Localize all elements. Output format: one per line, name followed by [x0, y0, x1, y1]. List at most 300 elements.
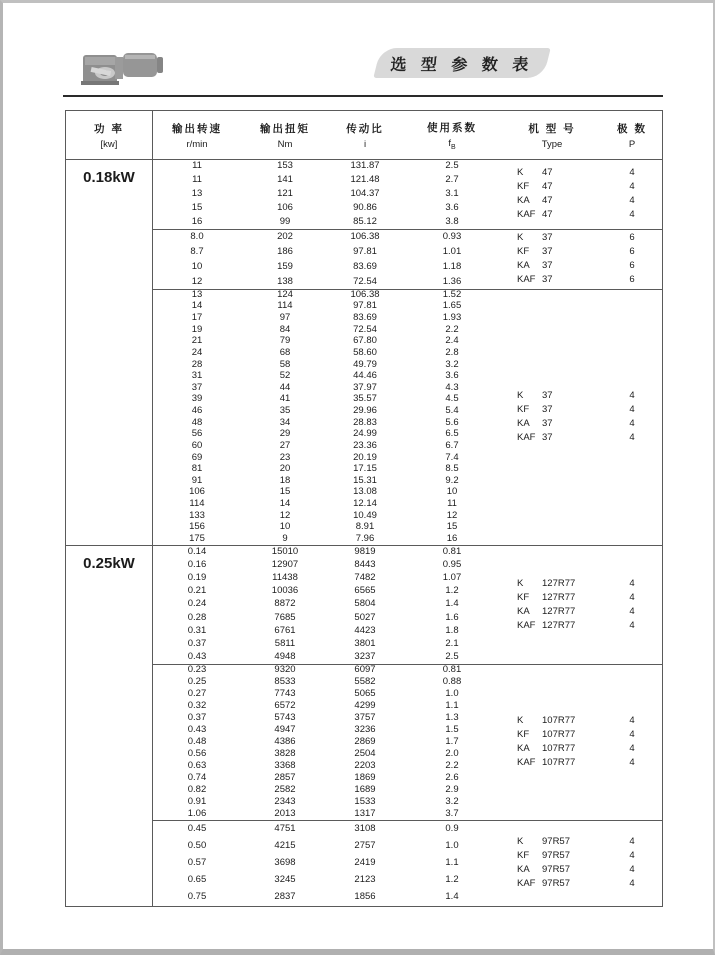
cell-fb: 1.65 — [442, 300, 462, 312]
column-poles — [602, 664, 662, 820]
cell-fb: 2.8 — [445, 346, 459, 358]
cell-speed: 13 — [191, 288, 203, 300]
cell-speed: 133 — [189, 509, 205, 521]
cell-torque: 14 — [279, 498, 291, 510]
page-title-badge — [373, 48, 550, 78]
cell-fb: 6.7 — [445, 439, 459, 451]
cell-ratio: 5065 — [354, 688, 376, 699]
cell-poles: 6 — [629, 260, 635, 271]
model-prefix: KA — [517, 418, 530, 429]
col-header-torque — [242, 111, 328, 159]
cell-fb: 5.4 — [445, 405, 459, 417]
model-type — [517, 166, 602, 180]
cell-torque: 4751 — [274, 822, 296, 834]
cell-poles: 4 — [629, 418, 635, 429]
cell-torque: 3828 — [274, 748, 296, 759]
model-prefix: KF — [517, 850, 530, 861]
cell-torque: 7685 — [274, 611, 296, 623]
col-header-ratio-zh: 传动比 — [346, 122, 384, 135]
column-ratio — [328, 820, 402, 906]
cell-speed: 0.31 — [187, 624, 207, 636]
cell-speed: 0.24 — [187, 598, 207, 610]
cell-ratio: 3108 — [354, 822, 376, 834]
cell-torque: 3245 — [274, 874, 296, 886]
cell-torque: 202 — [277, 230, 293, 242]
cell-torque: 6761 — [274, 624, 296, 636]
cell-ratio: 3757 — [354, 712, 376, 723]
table-row-block — [152, 820, 662, 906]
column-torque — [242, 159, 328, 229]
model-size: 107R77 — [542, 715, 576, 726]
cell-ratio: 2419 — [354, 856, 376, 868]
model-size: 37 — [542, 260, 553, 271]
model-prefix: KA — [517, 260, 530, 271]
cell-speed: 15 — [191, 202, 203, 213]
column-poles — [602, 229, 662, 289]
cell-speed: 81 — [191, 463, 203, 475]
model-prefix: KA — [517, 743, 530, 754]
cell-speed: 0.16 — [187, 558, 207, 570]
cell-ratio: 58.60 — [353, 346, 377, 358]
cell-speed: 0.21 — [187, 585, 207, 597]
col-header-poles-unit: P — [628, 138, 636, 150]
model-prefix: KA — [517, 605, 530, 617]
cell-torque: 4215 — [274, 839, 296, 851]
model-size: 37 — [542, 274, 553, 285]
cell-ratio: 2504 — [354, 748, 376, 759]
model-type — [517, 728, 602, 742]
page-title: 选 型 参 数 表 — [389, 56, 534, 74]
column-torque — [242, 664, 328, 820]
column-model — [502, 664, 602, 820]
cell-fb: 2.4 — [445, 335, 459, 347]
cell-fb: 0.81 — [442, 545, 462, 557]
cell-fb: 1.1 — [445, 856, 459, 868]
model-prefix: K — [517, 232, 524, 243]
model-type — [517, 605, 602, 619]
column-model — [502, 159, 602, 229]
cell-ratio: 72.54 — [353, 275, 377, 287]
column-fb — [402, 664, 502, 820]
cell-torque: 159 — [277, 260, 293, 272]
model-prefix: KAF — [517, 209, 536, 220]
cell-torque: 3368 — [274, 760, 296, 771]
cell-speed: 39 — [191, 393, 203, 405]
cell-torque: 34 — [279, 416, 291, 428]
column-fb — [402, 159, 502, 229]
col-header-torque-zh: 输出扭矩 — [260, 122, 310, 135]
cell-torque: 2857 — [274, 772, 296, 783]
cell-speed: 31 — [191, 370, 203, 382]
cell-speed: 0.74 — [187, 772, 207, 783]
model-prefix: KA — [517, 864, 530, 875]
cell-torque: 79 — [279, 335, 291, 347]
cell-ratio: 28.83 — [353, 416, 377, 428]
col-header-model-zh: 机 型 号 — [528, 122, 576, 135]
cell-ratio: 97.81 — [353, 245, 377, 257]
cell-torque: 2343 — [274, 796, 296, 807]
cell-fb: 2.0 — [445, 748, 459, 759]
cell-poles: 4 — [629, 878, 635, 889]
cell-torque: 121 — [277, 188, 293, 199]
cell-speed: 0.63 — [187, 760, 207, 771]
cell-speed: 0.45 — [187, 822, 207, 834]
table-row-block — [152, 664, 662, 820]
col-header-ratio — [328, 111, 402, 159]
cell-speed: 0.32 — [187, 700, 207, 711]
cell-speed: 0.37 — [187, 638, 207, 650]
cell-speed: 0.82 — [187, 784, 207, 795]
cell-speed: 0.91 — [187, 796, 207, 807]
cell-fb: 1.7 — [445, 736, 459, 747]
cell-fb: 10 — [446, 486, 458, 498]
cell-ratio: 35.57 — [353, 393, 377, 405]
cell-fb: 6.5 — [445, 428, 459, 440]
cell-poles: 4 — [629, 432, 635, 443]
column-poles — [602, 159, 662, 229]
cell-fb: 1.2 — [445, 874, 459, 886]
table-row-block — [152, 289, 662, 545]
table-row-block — [152, 545, 662, 664]
cell-torque: 23 — [279, 451, 291, 463]
cell-fb: 1.36 — [442, 275, 462, 287]
cell-torque: 10036 — [271, 585, 299, 597]
cell-fb: 2.1 — [445, 638, 459, 650]
cell-poles: 4 — [629, 850, 635, 861]
cell-fb: 1.5 — [445, 724, 459, 735]
cell-fb: 5.6 — [445, 416, 459, 428]
cell-ratio: 106.38 — [350, 230, 380, 242]
cell-ratio: 20.19 — [353, 451, 377, 463]
column-speed — [152, 159, 242, 229]
cell-torque: 11438 — [272, 572, 298, 584]
col-header-model-unit: Type — [541, 138, 563, 150]
cell-speed: 0.25 — [187, 676, 207, 687]
cell-fb: 2.6 — [445, 772, 459, 783]
model-prefix: KF — [517, 181, 530, 192]
cell-torque: 6572 — [274, 700, 296, 711]
cell-ratio: 2869 — [354, 736, 376, 747]
column-torque — [242, 229, 328, 289]
cell-ratio: 13.08 — [353, 486, 377, 498]
col-header-ratio-unit: i — [363, 138, 367, 150]
cell-ratio: 17.15 — [353, 463, 377, 475]
model-type — [517, 389, 602, 403]
model-size: 47 — [542, 181, 553, 192]
model-prefix: K — [517, 715, 524, 726]
cell-fb: 3.8 — [445, 216, 459, 227]
column-fb — [402, 289, 502, 545]
cell-ratio: 49.79 — [353, 358, 377, 370]
model-prefix: KF — [517, 246, 530, 257]
cell-torque: 9 — [282, 532, 288, 544]
cell-ratio: 121.48 — [350, 174, 380, 185]
model-prefix: KAF — [517, 878, 536, 889]
cell-fb: 1.4 — [445, 598, 459, 610]
col-header-service-factor-unit: $f_B$ — [448, 137, 456, 151]
cell-torque: 4947 — [274, 724, 296, 735]
col-header-speed-zh: 输出转速 — [172, 122, 222, 135]
cell-speed: 0.23 — [187, 664, 207, 675]
cell-speed: 0.56 — [187, 748, 207, 759]
cell-ratio: 7482 — [354, 572, 376, 584]
model-size: 107R77 — [542, 743, 576, 754]
cell-speed: 0.65 — [187, 874, 207, 886]
cell-torque: 114 — [277, 300, 293, 312]
col-header-power-zh: 功 率 — [94, 122, 124, 135]
cell-torque: 41 — [279, 393, 291, 405]
model-type — [517, 877, 602, 891]
cell-ratio: 106.38 — [350, 288, 380, 300]
cell-torque: 5811 — [274, 638, 296, 650]
cell-torque: 4948 — [274, 651, 296, 663]
cell-speed: 11 — [192, 160, 202, 171]
cell-fb: 2.9 — [445, 784, 459, 795]
cell-ratio: 8443 — [354, 558, 376, 570]
column-ratio — [328, 664, 402, 820]
cell-torque: 8533 — [274, 676, 296, 687]
cell-speed: 56 — [191, 428, 203, 440]
column-fb — [402, 545, 502, 664]
cell-torque: 2837 — [274, 891, 296, 903]
model-type — [517, 231, 602, 245]
column-model — [502, 289, 602, 545]
cell-ratio: 2203 — [354, 760, 376, 771]
cell-speed: 24 — [191, 346, 203, 358]
cell-speed: 37 — [191, 381, 203, 393]
model-type — [517, 742, 602, 756]
cell-ratio: 83.69 — [353, 260, 377, 272]
model-size: 107R77 — [542, 757, 576, 768]
cell-ratio: 2757 — [354, 839, 376, 851]
model-prefix: KAF — [517, 619, 536, 631]
model-type — [517, 849, 602, 863]
model-size: 127R77 — [542, 577, 576, 589]
model-prefix: KF — [517, 591, 530, 603]
col-header-power — [66, 111, 152, 159]
model-size: 97R57 — [542, 864, 570, 875]
cell-torque: 4386 — [274, 736, 296, 747]
column-model — [502, 820, 602, 906]
col-header-service-factor — [402, 111, 502, 159]
cell-speed: 0.43 — [187, 724, 207, 735]
model-type — [517, 208, 602, 222]
cell-torque: 20 — [279, 463, 291, 475]
power-rating-label: 0.25kW — [83, 555, 135, 572]
model-prefix: KF — [517, 404, 530, 415]
column-poles — [602, 820, 662, 906]
table-row-block — [152, 229, 662, 289]
model-type — [517, 577, 602, 591]
cell-fb: 1.52 — [442, 288, 462, 300]
cell-ratio: 83.69 — [353, 312, 377, 324]
cell-fb: 2.2 — [445, 323, 459, 335]
cell-ratio: 5027 — [354, 611, 376, 623]
cell-ratio: 29.96 — [353, 405, 377, 417]
cell-fb: 2.5 — [445, 160, 459, 171]
cell-torque: 2582 — [274, 784, 296, 795]
cell-poles: 4 — [629, 715, 635, 726]
cell-fb: 7.4 — [445, 451, 459, 463]
cell-speed: 10 — [191, 260, 203, 272]
column-poles — [602, 289, 662, 545]
cell-poles: 4 — [629, 577, 635, 589]
cell-speed: 17 — [191, 312, 203, 324]
cell-poles: 4 — [629, 864, 635, 875]
cell-ratio: 3237 — [354, 651, 376, 663]
column-model — [502, 229, 602, 289]
cell-poles: 6 — [629, 232, 635, 243]
cell-speed: 46 — [191, 405, 203, 417]
cell-speed: 0.27 — [187, 688, 207, 699]
column-ratio — [328, 159, 402, 229]
cell-fb: 4.3 — [445, 381, 459, 393]
cell-ratio: 37.97 — [353, 381, 377, 393]
cell-speed: 14 — [191, 300, 203, 312]
col-header-poles — [602, 111, 662, 159]
cell-fb: 1.4 — [445, 891, 459, 903]
model-type — [517, 863, 602, 877]
cell-poles: 4 — [629, 605, 635, 617]
cell-fb: 2.5 — [445, 651, 459, 663]
model-type — [517, 180, 602, 194]
cell-fb: 3.6 — [445, 370, 459, 382]
cell-ratio: 44.46 — [353, 370, 377, 382]
cell-ratio: 8.91 — [355, 521, 375, 533]
cell-fb: 1.93 — [442, 312, 462, 324]
cell-fb: 1.18 — [442, 260, 462, 272]
model-size: 127R77 — [542, 591, 576, 603]
cell-speed: 0.48 — [187, 736, 207, 747]
cell-ratio: 131.87 — [350, 160, 380, 171]
cell-fb: 2.2 — [445, 760, 459, 771]
cell-speed: 11 — [192, 174, 202, 185]
cell-ratio: 3801 — [354, 638, 376, 650]
cell-ratio: 3236 — [354, 724, 376, 735]
column-speed — [152, 664, 242, 820]
cell-fb: 1.3 — [445, 712, 459, 723]
cell-poles: 4 — [629, 195, 635, 206]
cell-fb: 12 — [446, 509, 458, 521]
model-type — [517, 835, 602, 849]
cell-torque: 106 — [277, 202, 293, 213]
cell-ratio: 1533 — [354, 796, 376, 807]
model-type — [517, 756, 602, 770]
cell-poles: 4 — [629, 757, 635, 768]
table-body — [66, 159, 662, 906]
cell-speed: 28 — [191, 358, 203, 370]
model-type — [517, 403, 602, 417]
cell-ratio: 10.49 — [353, 509, 377, 521]
selection-table — [65, 110, 663, 907]
cell-ratio: 7.96 — [355, 532, 375, 544]
cell-ratio: 6565 — [354, 585, 376, 597]
model-prefix: KF — [517, 729, 530, 740]
cell-poles: 4 — [629, 404, 635, 415]
cell-torque: 5743 — [274, 712, 296, 723]
model-type — [517, 194, 602, 208]
cell-fb: 3.7 — [445, 808, 459, 819]
model-type — [517, 619, 602, 633]
cell-torque: 29 — [279, 428, 291, 440]
cell-speed: 91 — [191, 474, 203, 486]
cell-fb: 1.1 — [445, 700, 459, 711]
column-fb — [402, 229, 502, 289]
cell-speed: 0.50 — [187, 839, 207, 851]
cell-fb: 0.9 — [445, 822, 459, 834]
cell-speed: 0.28 — [187, 611, 207, 623]
gearmotor-photo — [69, 43, 177, 93]
cell-speed: 48 — [191, 416, 203, 428]
model-prefix: KAF — [517, 432, 536, 443]
col-header-model — [502, 111, 602, 159]
cell-speed: 0.37 — [187, 712, 207, 723]
cell-poles: 4 — [629, 619, 635, 631]
column-torque — [242, 289, 328, 545]
column-speed — [152, 229, 242, 289]
model-type — [517, 245, 602, 259]
cell-speed: 0.75 — [187, 891, 207, 903]
header-rule — [63, 95, 663, 97]
cell-torque: 10 — [279, 521, 291, 533]
cell-ratio: 97.81 — [353, 300, 377, 312]
model-type — [517, 431, 602, 445]
cell-fb: 15 — [446, 521, 458, 533]
cell-torque: 9320 — [274, 664, 296, 675]
col-header-torque-unit: Nm — [277, 138, 293, 150]
cell-torque: 68 — [279, 346, 291, 358]
cell-torque: 12 — [279, 509, 291, 521]
cell-ratio: 72.54 — [353, 323, 377, 335]
cell-fb: 3.2 — [445, 358, 459, 370]
model-size: 97R57 — [542, 836, 570, 847]
cell-speed: 156 — [189, 521, 205, 533]
cell-fb: 1.6 — [445, 611, 459, 623]
cell-poles: 6 — [629, 274, 635, 285]
cell-ratio: 4299 — [354, 700, 376, 711]
model-size: 127R77 — [542, 619, 576, 631]
cell-speed: 114 — [189, 498, 205, 510]
cell-torque: 8872 — [274, 598, 296, 610]
model-size: 37 — [542, 246, 553, 257]
cell-poles: 4 — [629, 743, 635, 754]
cell-fb: 1.2 — [445, 585, 459, 597]
cell-fb: 9.2 — [445, 474, 459, 486]
cell-fb: 2.7 — [445, 174, 459, 185]
cell-ratio: 1317 — [354, 808, 376, 819]
cell-fb: 3.1 — [445, 188, 459, 199]
cell-poles: 4 — [629, 729, 635, 740]
cell-torque: 97 — [279, 312, 291, 324]
cell-speed: 8.0 — [190, 230, 204, 242]
cell-torque: 186 — [277, 245, 293, 257]
cell-speed: 0.57 — [187, 856, 207, 868]
column-ratio — [328, 545, 402, 664]
model-size: 37 — [542, 418, 553, 429]
model-type — [517, 714, 602, 728]
power-rating-label: 0.18kW — [83, 169, 135, 186]
cell-speed: 0.43 — [187, 651, 207, 663]
model-prefix: KA — [517, 195, 530, 206]
cell-ratio: 23.36 — [353, 439, 377, 451]
cell-fb: 0.81 — [442, 664, 462, 675]
model-prefix: K — [517, 577, 524, 589]
cell-poles: 4 — [629, 209, 635, 220]
model-prefix: K — [517, 390, 524, 401]
model-size: 97R57 — [542, 850, 570, 861]
column-ratio — [328, 289, 402, 545]
cell-poles: 4 — [629, 167, 635, 178]
